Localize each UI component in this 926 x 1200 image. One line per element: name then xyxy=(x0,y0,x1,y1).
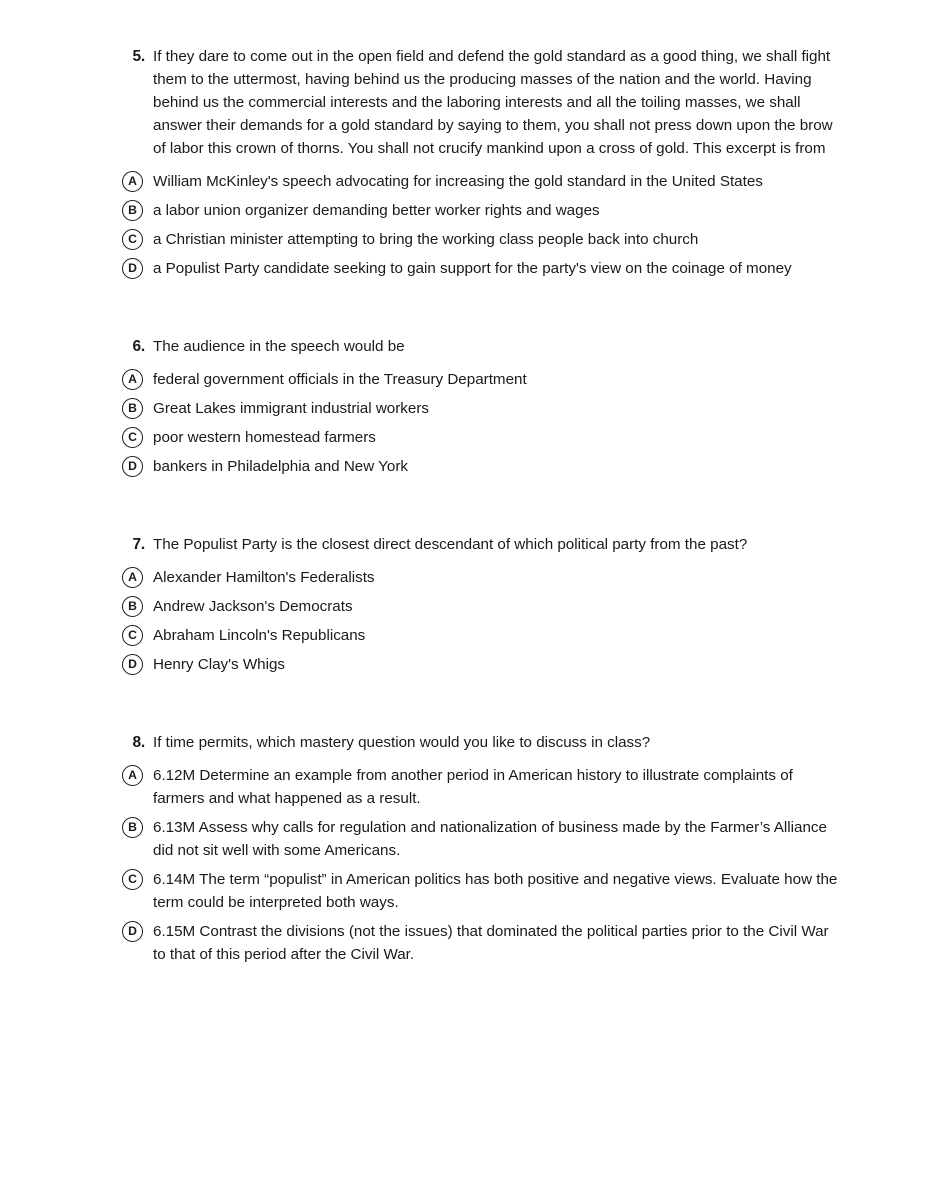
option-text: a labor union organizer demanding better worker rights and wages xyxy=(153,202,600,219)
option-text: Great Lakes immigrant industrial workers xyxy=(153,400,430,417)
option-bubble-a[interactable]: A xyxy=(122,369,143,390)
option-bubble-b[interactable]: B xyxy=(122,200,143,221)
option-text: Alexander Hamilton's Federalists xyxy=(153,569,375,586)
answer-option[interactable] xyxy=(122,653,845,676)
question-number: 6. xyxy=(132,338,145,355)
option-list xyxy=(122,368,845,478)
question-number: 8. xyxy=(132,734,145,751)
option-list xyxy=(122,764,845,966)
question-stem xyxy=(122,731,845,754)
option-bubble-b[interactable]: B xyxy=(122,817,143,838)
option-text: poor western homestead farmers xyxy=(153,429,376,446)
answer-option[interactable] xyxy=(122,426,845,449)
answer-option[interactable] xyxy=(122,595,845,618)
option-text: Abraham Lincoln's Republicans xyxy=(153,627,366,644)
option-text: William McKinley's speech advocating for increasing the gold standard in the United States xyxy=(153,173,763,190)
answer-option[interactable] xyxy=(122,228,845,251)
answer-option[interactable] xyxy=(122,368,845,391)
option-text: Henry Clay's Whigs xyxy=(153,656,286,673)
option-bubble-d[interactable]: D xyxy=(122,258,143,279)
answer-option[interactable] xyxy=(122,868,845,914)
option-bubble-d[interactable]: D xyxy=(122,654,143,675)
question-number: 5. xyxy=(132,48,145,65)
option-text: 6.14M The term “populist” in American politics has both positive and negative views. Evaluate how the term could be interpreted both ways. xyxy=(153,871,838,911)
question-block xyxy=(122,731,845,966)
option-text: a Christian minister attempting to bring the working class people back into church xyxy=(153,231,699,248)
answer-option[interactable] xyxy=(122,170,845,193)
option-text: 6.13M Assess why calls for regulation and nationalization of business made by the Farmer’s Alliance did not sit well with some Americans. xyxy=(153,819,827,859)
question-text: If they dare to come out in the open field and defend the gold standard as a good thing, we shall fight them to the uttermost, having behind us the producing masses of the nation and the world. Having behind us the commercial interests and the laboring interests and all the toiling masses, we shall answer their demands for a gold standard by saying to them, you shall not press down upon the brow of labor this crown of thorns. You shall not crucify mankind upon a cross of gold. This excerpt is from xyxy=(153,48,833,157)
answer-option[interactable] xyxy=(122,455,845,478)
answer-option[interactable] xyxy=(122,764,845,810)
question-block xyxy=(122,335,845,478)
question-text: The audience in the speech would be xyxy=(153,338,405,355)
question-stem xyxy=(122,335,845,358)
option-bubble-a[interactable]: A xyxy=(122,171,143,192)
option-list xyxy=(122,566,845,676)
answer-option[interactable] xyxy=(122,199,845,222)
option-bubble-d[interactable]: D xyxy=(122,921,143,942)
option-bubble-a[interactable]: A xyxy=(122,765,143,786)
option-bubble-c[interactable]: C xyxy=(122,625,143,646)
option-bubble-d[interactable]: D xyxy=(122,456,143,477)
option-text: federal government officials in the Treasury Department xyxy=(153,371,527,388)
option-bubble-b[interactable]: B xyxy=(122,596,143,617)
question-stem xyxy=(122,45,845,160)
answer-option[interactable] xyxy=(122,920,845,966)
option-text: 6.15M Contrast the divisions (not the issues) that dominated the political parties prior to the Civil War to that of this period after the Civil War. xyxy=(153,923,829,963)
question-text: If time permits, which mastery question would you like to discuss in class? xyxy=(153,734,651,751)
option-bubble-b[interactable]: B xyxy=(122,398,143,419)
question-number: 7. xyxy=(132,536,145,553)
question-text: The Populist Party is the closest direct descendant of which political party from the past? xyxy=(153,536,748,553)
option-list xyxy=(122,170,845,280)
option-text: Andrew Jackson's Democrats xyxy=(153,598,353,615)
answer-option[interactable] xyxy=(122,257,845,280)
question-block xyxy=(122,45,845,280)
option-text: 6.12M Determine an example from another period in American history to illustrate complaints of farmers and what happened as a result. xyxy=(153,767,793,807)
question-list xyxy=(122,45,845,966)
answer-option[interactable] xyxy=(122,624,845,647)
option-text: a Populist Party candidate seeking to gain support for the party's view on the coinage of money xyxy=(153,260,792,277)
option-bubble-c[interactable]: C xyxy=(122,869,143,890)
answer-option[interactable] xyxy=(122,566,845,589)
answer-option[interactable] xyxy=(122,816,845,862)
option-bubble-c[interactable]: C xyxy=(122,427,143,448)
answer-option[interactable] xyxy=(122,397,845,420)
question-stem xyxy=(122,533,845,556)
option-bubble-c[interactable]: C xyxy=(122,229,143,250)
option-text: bankers in Philadelphia and New York xyxy=(153,458,408,475)
option-bubble-a[interactable]: A xyxy=(122,567,143,588)
question-block xyxy=(122,533,845,676)
